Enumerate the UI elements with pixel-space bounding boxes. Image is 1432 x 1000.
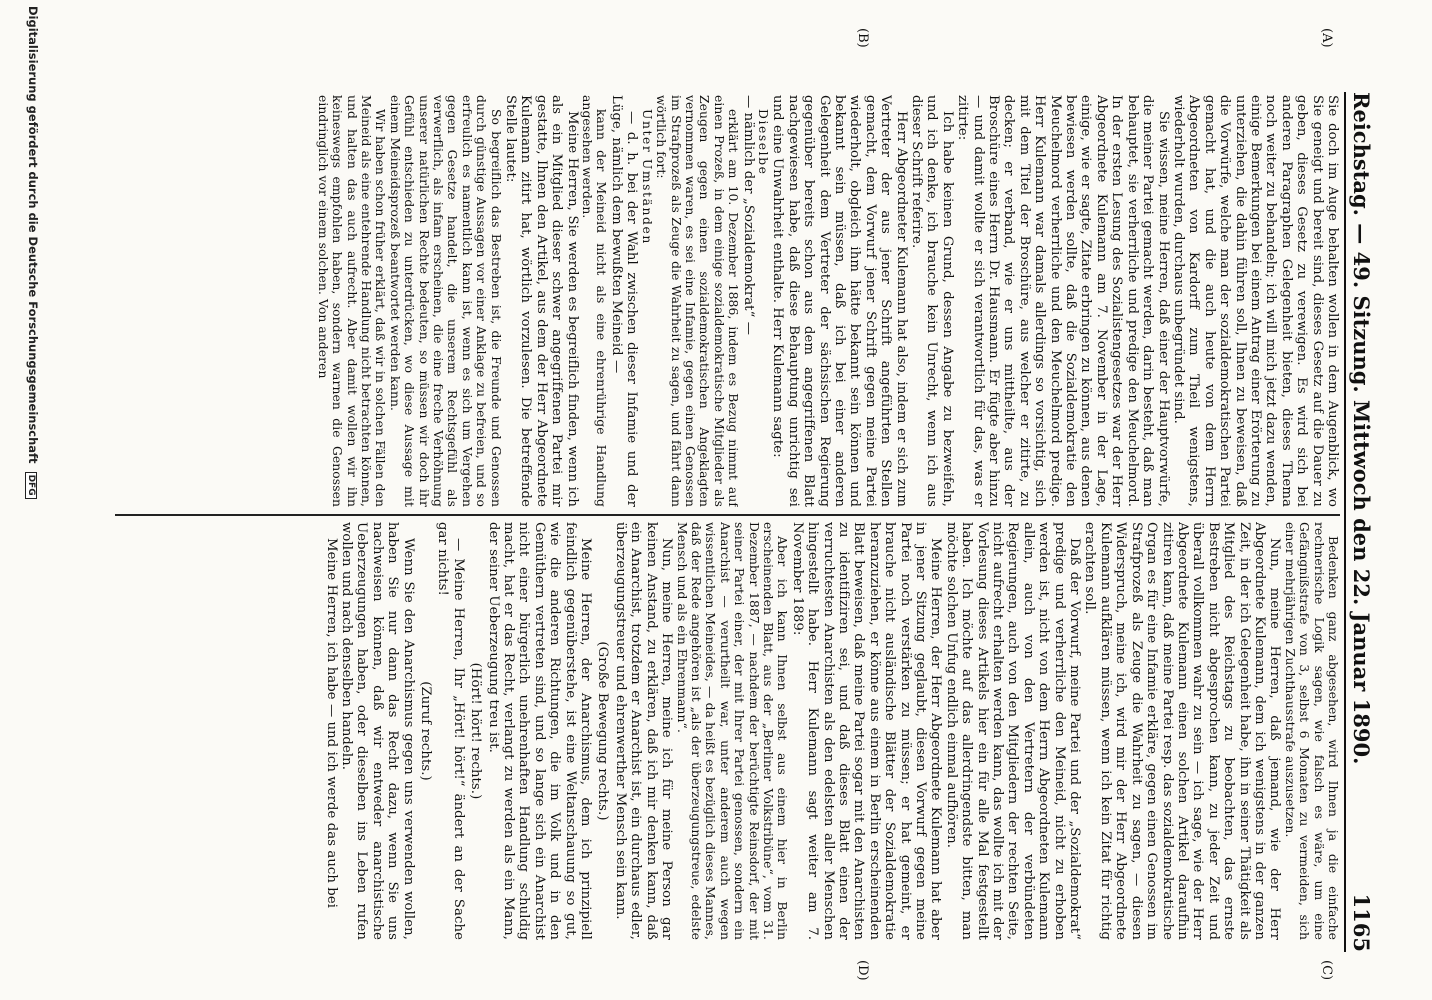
quote-line: Unter Umständen — [639, 109, 654, 245]
quote-paragraph: kann der Meineid nicht als eine ehrenrührige Handlung angesehen werden. — [580, 95, 609, 507]
paragraph: — d. h. bei der Wahl zwischen dieser Infamie und der Lüge, nämlich dem bewußten Meineid — — [608, 95, 640, 507]
quote-paragraph: erklärt am 10. Dezember 1886, indem es Bezug nimmt auf einen Prozeß, in dem einige sozialdemokratische Mitglieder als Zeugen gegen einen sozialdemokratischen Angeklagten vernommen waren, es sei eine Infamie, gegen einen Genossen im Strafprozeß als Zeuge die Wahrheit zu sagen, und fährt dann wörtlich fort: — [654, 95, 741, 507]
margin-mark-c: (C) — [1319, 960, 1334, 981]
left-column — [105, 95, 1340, 507]
column-divider — [115, 514, 1340, 516]
paragraph: Meine Herren, Sie werden es begreiflich finden, wenn ich als ein Mitglied dieser schwer angegriffenen Partei mir gestatte, Ihnen den Artikel, aus dem der Herr Abgeordnete Kulemann zitirt hat, wörtlich vorzulesen. Die betreffende Stelle lautet: — [503, 95, 580, 507]
quote-line: Dieselbe — [755, 109, 770, 176]
paragraph: Meine Herren, der Herr Abgeordnete Kulemann hat aber in jener Sitzung geglaubt, diesen Vorwurf gegen meine Partei noch verstärken zu müssen; er hat gemeint, er brauche nicht ausländische Blätter der Sozialdemokratie heranzuziehen, er könne aus einem in Berlin erscheinenden Blatt beweisen, daß meine Partei sogar mit den Anarchisten zu identifiziren sei, und daß dieses Blatt einen der verruchtesten Anarchisten als den edelsten aller Menschen hingestellt habe. Herr Kulemann sagt weiter am 7. November 1889: — [789, 522, 944, 940]
margin-mark-a: (A) — [1319, 28, 1334, 48]
paragraph: Meine Herren, der Anarchismus, dem ich prinzipiell feindlich gegenüberstehe, ist eine Weltanschauung so gut, wie die anderen Richtungen, die im Volk und in den Gemüthern vertreten sind, und so lange sich ein Anarchist nicht einer bürgerlich unehrenhaften Handlung schuldig macht, hat er das Recht, verlangt zu werden als ein Mann, der seiner Ueberzeugung treu ist. — [485, 522, 594, 940]
paragraph: Nun, meine Herren, daß jemand, wie der Herr Abgeordnete Kulemann, dem ich wenigstens in der ganzen Zeit, in der ich Gelegenheit habe, ihn in seiner Thätigkeit als Mitglied des Reichstags zu beobachten, das ernste Bestreben nicht abgesprochen kann, zu jeder Zeit und überall vollkommen wahr zu sein — ich sage, wie der Herr Abgeordnete Kulemann einen solchen Artikel daraufhin zitiren kann, daß meine Partei resp. das sozialdemokratische Organ es für eine Infamie erkläre, gegen einen Genossen im Strafprozeß als Zeuge die Wahrheit zu sagen, — diesen Widerspruch, meine ich, wird mir der Herr Abgeordnete Kulemann aufklären müssen, wenn ich kein Zitat für richtig erachten soll. — [1082, 522, 1283, 940]
quote-paragraph: Bedenken ganz abgesehen, wird Ihnen ja die einfache rechnerische Logik sagen, wie falsch es wäre, um eine Gefängnißstrafe von 3, selbst 6 Monaten zu vermeiden, sich einer mehrjährigen Zuchthausstrafe auszusetzen. — [1282, 522, 1340, 940]
digitization-credit — [25, 6, 40, 499]
right-column — [105, 522, 1340, 940]
paragraph: — nämlich der „Sozialdemokrat“ — — [740, 95, 756, 336]
paragraph: Ich habe keinen Grund, dessen Angabe zu bezweifeln, und ich denke, ich brauche kein Unrecht, wenn ich aus dieser Schrift referire. — [909, 95, 955, 507]
paragraph: Herr Abgeordneter Kulemann hat also, indem er sich zum Vertreter der aus jener Schrift angeführten Stellen gemacht, dem Vorwurf jener Schrift gegen meine Partei wiederholt, obgleich ihm hätte bekannt sein können und bekannt sein müssen, daß ich bei einer anderen Gelegenheit dem Vertreter der sächsischen Regierung gegenüber bereits schon aus dem angegriffenen Blatt nachgewiesen habe, daß diese Behauptung unrichtig sei und eine Unwahrheit enthalte. Herr Kulemann sagte: — [770, 95, 909, 507]
paragraph: Wenn Sie den Anarchismus gegen uns verwenden wollen, haben Sie nur dann das Recht dazu, wenn Sie uns nachweisen können, daß wir entweder anarchistische Ueberzeugungen haben, oder dieselben ins Leben rufen wollen und nach denselben handeln. — [339, 522, 416, 940]
paragraph: Meine Herren, ich habe — und ich werde das auch bei — [323, 538, 339, 909]
quote-paragraph: So begreiflich das Bestreben ist, die Freunde und Genossen durch günstige Aussagen vor einer Anklage zu befreien, und so erfreulich es namentlich kann ist, wenn es sich um Vergehen gegen Gesetze handelt, die unserem Rechtsgefühl als verwerflich, als infam erscheinen, die eine freche Verhöhnung unserer natürlichen Rechte bedeuten, so müssen wir doch ihr Gefühl entschieden zu unterdrücken, wo diese Aussage mit einem Meineidsprozeß beantwortet werden kann. — [387, 95, 503, 507]
quote-paragraph: Aber ich kann Ihnen selbst aus einem hier in Berlin erscheinenden Blatt, aus der „Berliner Volkstribüne“, vom 31. Dezember 1887, — nachdem der berüchtigte Reinsdorf, der mit seiner Partei einer, der mit Ihrer Partei genossen, sondern ein Anarchist — verurtheilt war, unter anderem auch wegen wissentlichen Meineides, — da heißt es bezüglich dieses Mannes, daß der Rede angehören ist „als der überzeugungstreue, edelste Mensch und als ein Ehrenmann“. — [674, 522, 790, 940]
quote-paragraph: Wir haben schon früher erklärt, daß wir in solchen Fällen den Meineid als eine entehrende Handlung nicht betrachten können, und halten das auch aufrecht. Aber damit wollen wir ihn keineswegs empfohlen haben, sondern warnen die Genossen eindringlich vor einem solchen. Von anderen — [315, 95, 388, 507]
paragraph: Sie wissen, meine Herren, daß einer der Hauptvorwürfe, die meiner Partei gemacht werden, darin besteht, daß man behauptet, sie verherrliche und predige den Meuchelmord. In der ersten Lesung des Sozialistengesetzes war der Herr Abgeordnete Kulemann am 7. November in der Lage, einige, wie er sagte, Zitate erbringen zu können, aus denen bewiesen werden sollte, daß die Sozialdemokratie den Meuchelmord verherrliche und den Meuchelmord predige. Herr Kulemann war damals allerdings so vorsichtig, sich mit dem Titel der Broschüre, aus welcher er zitirte, zu decken; er verband, wie er uns mittheilte, aus der Broschüre eines Herrn Dr. Hausmann. Er fügte aber hinzu — und damit wollte er sich verantwortlich für das, was er zitirte: — [955, 95, 1171, 507]
margin-mark-d: (D) — [855, 960, 870, 981]
interjection: (Große Bewegung rechts.) — [595, 641, 611, 821]
paragraph: — Meine Herren, Ihr „Hört! hört!“ ändert an der Sache gar nichts! — [435, 522, 466, 940]
margin-mark-b: (B) — [855, 28, 870, 48]
running-title: Reichstag. — 49. Sitzung. Mittwoch den 22. Januar 1890. — [1349, 92, 1374, 765]
dfg-logo: DFG — [25, 472, 37, 499]
paragraph: Sie doch im Auge behalten wollen in dem Augenblick, wo Sie geneigt und bereit sind, dieses Gesetz auf die Dauer zu geben, dieses Gesetz zu verewigen. Es wird sich bei anderen Paragraphen Gelegenheit bieten, dieses Thema noch weiter zu behandeln; ich will mich jetzt dazu wenden, einige Bemerkungen bei einem Antrag einer Erörterung zu unterziehen, die dahin führen soll, Ihnen zu beweisen, daß die Vorwürfe, welche man der sozialdemokratischen Partei gemacht hat, und die auch heute von dem Herrn Abgeordneten von Kardorff zum Theil wenigstens, wiederholt wurden, durchaus unbegründet sind. — [1170, 95, 1340, 507]
interjection: (Zuruf rechts.) — [418, 681, 434, 781]
paragraph: Nun, meine Herren, meine ich für meine Person gar keinen Anstand, zu erklären, daß ich mir denken kann, daß ein Anarchist, trotzdem er Anarchist ist, ein durchaus edler, überzeugungstreuer und ehrenwerther Mensch sein kann. — [612, 522, 675, 940]
paragraph: Daß der Vorwurf, meine Partei und der „Sozialdemokrat“ predige und verherrliche den Meineid, nicht zu erhoben werden ist, nicht von dem Herrn Abgeordneten Kulemann allein, auch von den Vertretern der verbündeten Regierungen, auch von den Mitgliedern der rechten Seite, nicht aufrecht erhalten werden kann, das wollte ich mit der Vorlesung dieses Artikels hier ein für alle Mal festgestellt haben. Ich möchte auf das allerdringendste bitten, man möchte solchen Unfug endlich einmal aufhören. — [943, 522, 1083, 940]
interjection: (Hört! hört! rechts.) — [468, 662, 484, 800]
credit-text: Digitalisierung gefördert durch die Deutsche Forschungsgemeinschaft — [26, 6, 40, 464]
page-header — [1344, 92, 1374, 952]
page-number: 1165 — [1349, 893, 1374, 952]
